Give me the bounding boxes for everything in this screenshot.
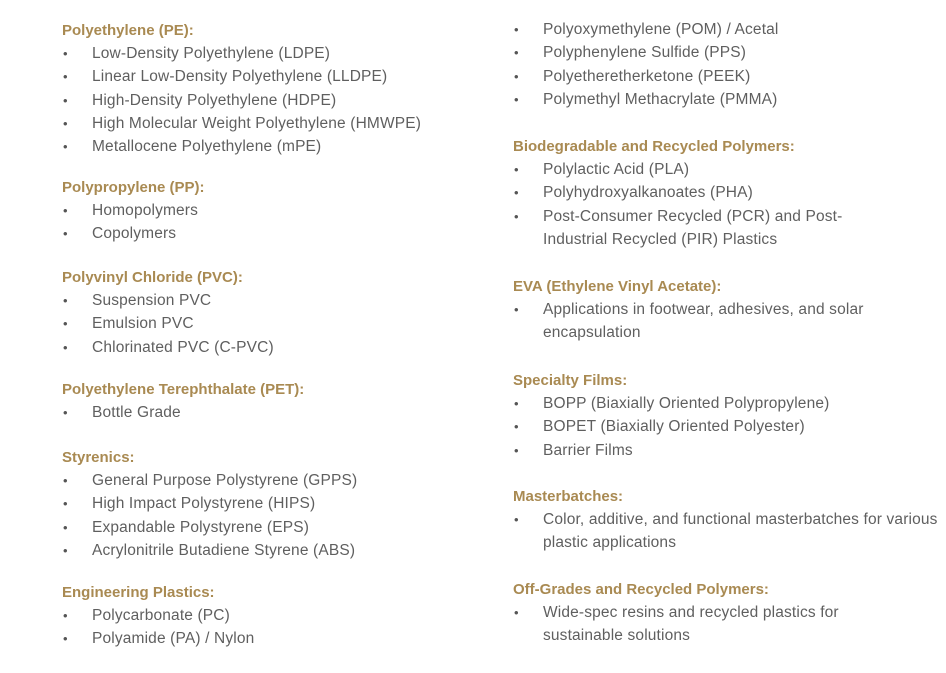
- bullet-icon: •: [63, 226, 68, 242]
- section-engineering-plastics-continued: [513, 18, 933, 111]
- bullet-icon: •: [514, 396, 519, 411]
- bullet-icon: •: [63, 608, 68, 623]
- list-item: • Post-Consumer Recycled (PCR) and Post-Industrial Recycled (PIR) Plastics: [513, 205, 873, 252]
- section-heading: Off-Grades and Recycled Polymers:: [513, 581, 769, 598]
- item-list: [62, 401, 482, 424]
- bullet-icon: •: [514, 442, 519, 458]
- bullet-icon: •: [514, 419, 519, 435]
- bullet-icon: •: [63, 339, 68, 355]
- section-styrenics: [62, 446, 482, 562]
- section-polyethylene: [62, 19, 482, 158]
- bullet-icon: •: [514, 91, 519, 107]
- list-item: • High-Density Polyethylene (HDPE): [62, 89, 482, 112]
- item-list: [513, 508, 938, 555]
- section-masterbatches: [513, 485, 938, 555]
- section-heading: EVA (Ethylene Vinyl Acetate):: [513, 278, 722, 295]
- item-list: [62, 469, 482, 562]
- list-item: • Copolymers: [62, 222, 482, 245]
- section-specialty-films: [513, 369, 933, 462]
- section-pet: [62, 378, 482, 424]
- list-item: • Metallocene Polyethylene (mPE): [62, 135, 482, 158]
- list-item: • Acrylonitrile Butadiene Styrene (ABS): [62, 539, 482, 562]
- bullet-icon: •: [514, 208, 519, 224]
- list-item: • Wide-spec resins and recycled plastics for sustainable solutions: [513, 601, 913, 648]
- section-heading: Biodegradable and Recycled Polymers:: [513, 138, 795, 155]
- bullet-icon: •: [514, 162, 519, 177]
- bullet-icon: •: [514, 22, 519, 37]
- list-item: • Applications in footwear, adhesives, and solar encapsulation: [513, 298, 928, 345]
- list-item: • Polymethyl Methacrylate (PMMA): [513, 88, 933, 111]
- list-item: • Homopolymers: [62, 199, 482, 222]
- bullet-icon: •: [63, 496, 68, 512]
- list-item: • BOPET (Biaxially Oriented Polyester): [513, 415, 933, 438]
- section-biodegradable: [513, 135, 933, 251]
- item-list: [513, 18, 933, 111]
- list-item: • Bottle Grade: [62, 401, 482, 424]
- item-list: [513, 298, 933, 345]
- section-heading: Polyethylene (PE):: [62, 22, 194, 39]
- section-heading: Styrenics:: [62, 449, 135, 466]
- list-item: • Polyoxymethylene (POM) / Acetal: [513, 18, 933, 41]
- list-item: • Emulsion PVC: [62, 312, 482, 335]
- section-heading: Specialty Films:: [513, 372, 628, 389]
- bullet-icon: •: [514, 185, 519, 201]
- bullet-icon: •: [63, 316, 68, 332]
- item-list: [62, 289, 482, 359]
- bullet-icon: •: [514, 45, 519, 61]
- bullet-icon: •: [63, 631, 68, 647]
- bullet-icon: •: [63, 405, 68, 420]
- item-list: [62, 42, 482, 158]
- bullet-icon: •: [514, 512, 519, 527]
- section-off-grades: [513, 578, 933, 648]
- item-list: [513, 392, 933, 462]
- bullet-icon: •: [63, 203, 68, 218]
- bullet-icon: •: [514, 605, 519, 620]
- list-item: • Low-Density Polyethylene (LDPE): [62, 42, 482, 65]
- list-item: • Polyphenylene Sulfide (PPS): [513, 41, 933, 64]
- bullet-icon: •: [63, 46, 68, 61]
- bullet-icon: •: [63, 293, 68, 308]
- list-item: • Polyetheretherketone (PEEK): [513, 65, 933, 88]
- section-polypropylene: [62, 176, 482, 246]
- bullet-icon: •: [63, 542, 68, 558]
- item-list: [62, 604, 482, 651]
- list-item: • High Impact Polystyrene (HIPS): [62, 492, 482, 515]
- list-item: • Polyhydroxyalkanoates (PHA): [513, 181, 933, 204]
- section-heading: Polypropylene (PP):: [62, 179, 205, 196]
- bullet-icon: •: [63, 92, 68, 108]
- bullet-icon: •: [63, 69, 68, 85]
- list-item: • BOPP (Biaxially Oriented Polypropylene): [513, 392, 933, 415]
- list-item: • Chlorinated PVC (C-PVC): [62, 336, 482, 359]
- section-engineering-plastics: [62, 581, 482, 651]
- section-heading: Polyvinyl Chloride (PVC):: [62, 269, 243, 286]
- section-eva: [513, 275, 933, 345]
- item-list: [513, 158, 933, 251]
- item-list: [513, 601, 933, 648]
- list-item: • General Purpose Polystyrene (GPPS): [62, 469, 482, 492]
- list-item: • Expandable Polystyrene (EPS): [62, 516, 482, 539]
- list-item: • Polylactic Acid (PLA): [513, 158, 933, 181]
- list-item: • Barrier Films: [513, 439, 933, 462]
- section-heading: Polyethylene Terephthalate (PET):: [62, 381, 305, 398]
- list-item: • High Molecular Weight Polyethylene (HMWPE): [62, 112, 482, 135]
- list-item: • Polycarbonate (PC): [62, 604, 482, 627]
- section-heading: Engineering Plastics:: [62, 584, 215, 601]
- bullet-icon: •: [63, 519, 68, 535]
- bullet-icon: •: [63, 115, 68, 131]
- section-pvc: [62, 266, 482, 359]
- bullet-icon: •: [63, 139, 68, 155]
- bullet-icon: •: [514, 302, 519, 317]
- bullet-icon: •: [514, 68, 519, 84]
- item-list: [62, 199, 482, 246]
- list-item: • Polyamide (PA) / Nylon: [62, 627, 482, 650]
- list-item: • Color, additive, and functional masterbatches for various plastic applications: [513, 508, 946, 555]
- list-item: • Suspension PVC: [62, 289, 482, 312]
- bullet-icon: •: [63, 473, 68, 488]
- list-item: • Linear Low-Density Polyethylene (LLDPE): [62, 65, 482, 88]
- section-heading: Masterbatches:: [513, 488, 624, 505]
